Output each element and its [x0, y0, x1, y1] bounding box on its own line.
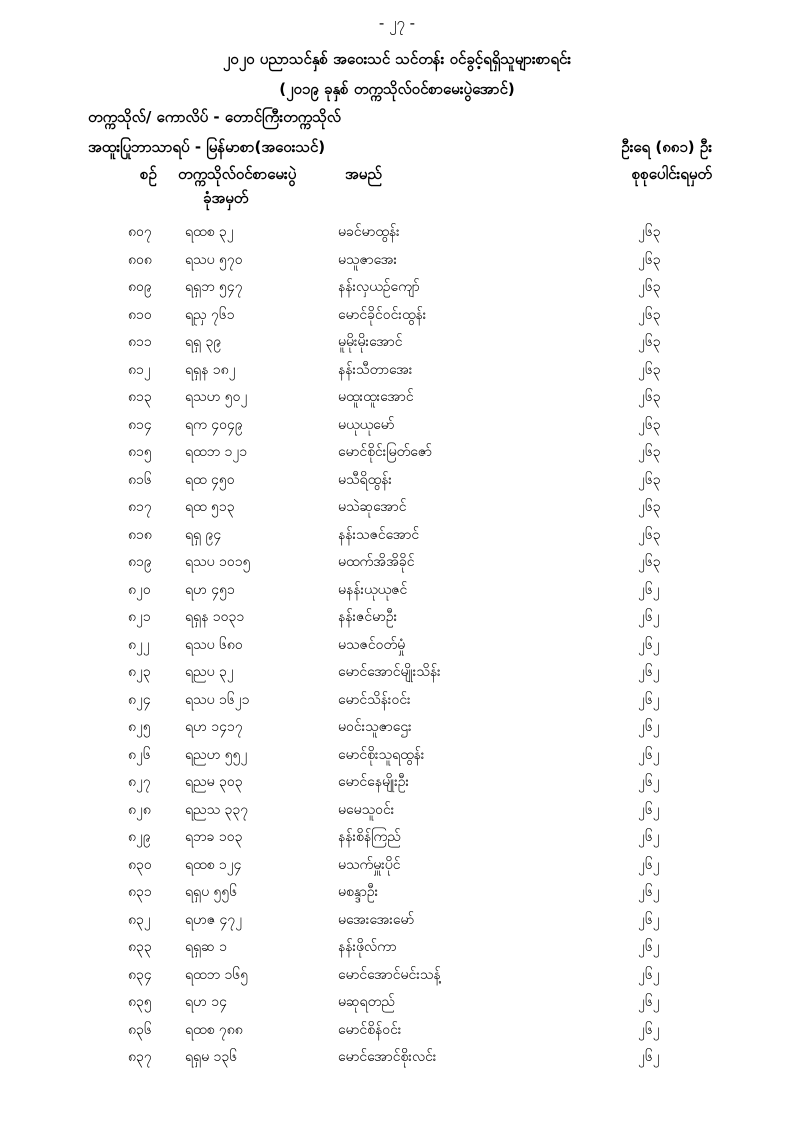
name-cell: မစန္ဒာဦး	[338, 884, 379, 900]
table-row	[0, 525, 794, 553]
table-row	[0, 855, 794, 883]
table-row	[0, 772, 794, 800]
name-cell: မောင်အောင်မျိုးသိန်း	[338, 664, 441, 680]
name-cell: မသဲဆုအောင်	[338, 499, 407, 515]
name-cell: မောင်အောင်မင်းသန့်	[338, 966, 441, 983]
table-row	[0, 360, 794, 388]
roll-number-cell: ရထ ၄၅၀	[185, 471, 235, 488]
name-cell: မအေးအေးမော်	[338, 911, 415, 928]
name-cell: မထူးထူးအောင်	[338, 389, 414, 405]
marks-cell: ၂၆၃	[638, 224, 661, 240]
name-cell: မဝင်းသူဇာဌေး	[338, 719, 412, 735]
header-marks: စုစုပေါင်းရမှတ်	[631, 165, 712, 183]
serial-cell: ၈၁၁	[128, 334, 152, 350]
roll-number-cell: ရညှ ၇၆၁	[185, 306, 235, 323]
table-row	[0, 497, 794, 525]
marks-cell: ၂၆၂	[638, 939, 660, 955]
roll-number-cell: ရညဟ ၅၅၂	[185, 746, 248, 763]
table-row	[0, 277, 794, 305]
roll-number-cell: ရက ၄၀၄၉	[185, 416, 243, 433]
marks-cell: ၂၆၂	[638, 746, 660, 763]
roll-number-cell: ရထစ ၃၂	[185, 224, 234, 240]
marks-cell: ၂၆၂	[638, 829, 660, 845]
table-row	[0, 937, 794, 965]
table-row	[0, 387, 794, 415]
marks-cell: ၂၆၂	[638, 774, 660, 790]
name-cell: နန်းသဇင်အောင်	[338, 526, 420, 543]
document-subtitle: (၂၀၁၉ ခုနှစ် တက္ကသိုလ်ဝင်စာမေးပွဲအောင်)	[279, 80, 515, 98]
name-cell: မမေသူဝင်း	[338, 801, 395, 818]
name-cell: မနန်းယုယုဇင်	[338, 581, 408, 598]
roll-number-cell: ရညသ ၃၃၇	[185, 801, 249, 818]
roll-number-cell: ရရှန ၁၀၃၁	[185, 609, 245, 625]
header-roll: တက္ကသိုလ်ဝင်စာမေးပွဲ	[178, 165, 297, 183]
serial-cell: ၈၂၂	[128, 636, 150, 653]
serial-cell: ၈၂၀	[128, 581, 151, 598]
serial-cell: ၈၂၇	[128, 774, 151, 790]
marks-cell: ၂၆၃	[638, 444, 661, 460]
name-cell: မောင်အောင်စိုးလင်း	[338, 1049, 437, 1065]
table-row	[0, 717, 794, 745]
roll-number-cell: ရသပ ၁၀၁၅	[185, 554, 251, 570]
serial-cell: ၈၂၅	[128, 719, 151, 735]
marks-cell: ၂၆၂	[638, 801, 660, 818]
table-row	[0, 415, 794, 443]
table-row	[0, 992, 794, 1020]
roll-number-cell: ရသဟ ၅၀၂	[185, 389, 248, 405]
roll-number-cell: ရညပ ၃၂	[185, 664, 234, 680]
serial-cell: ၈၂၄	[128, 691, 151, 708]
roll-number-cell: ရထစ ၁၂၄	[185, 856, 242, 873]
name-cell: မခင်မာထွန်း	[338, 224, 400, 240]
name-cell: မသီရိထွန်း	[338, 471, 392, 488]
marks-cell: ၂၆၂	[638, 856, 660, 873]
roll-number-cell: ရထ ၅၁၃	[185, 499, 235, 515]
marks-cell: ၂၆၃	[638, 471, 661, 488]
marks-cell: ၂၆၃	[638, 361, 661, 378]
table-row	[0, 690, 794, 718]
name-cell: မူမိုးမိုးအောင်	[338, 334, 403, 350]
table-row	[0, 910, 794, 938]
roll-number-cell: ရသပ ၁၆၂၁	[185, 691, 250, 708]
roll-number-cell: ရသပ ၅၇၀	[185, 251, 243, 268]
serial-cell: ၈၀၈	[128, 251, 152, 268]
roll-number-cell: ရသပ ၆၈၀	[185, 636, 243, 653]
table-row	[0, 580, 794, 608]
serial-cell: ၈၀၉	[128, 279, 152, 295]
serial-cell: ၈၃၅	[128, 994, 152, 1010]
serial-cell: ၈၃၆	[128, 1021, 152, 1038]
table-row	[0, 250, 794, 278]
roll-number-cell: ရရှန ၁၈၂	[185, 361, 236, 378]
table-row	[0, 662, 794, 690]
roll-number-cell: ရရှပ ၅၅၆	[185, 884, 238, 900]
marks-cell: ၂၆၃	[638, 389, 661, 405]
serial-cell: ၈၃၄	[128, 966, 152, 983]
table-row	[0, 552, 794, 580]
page-number: - ၂၇ -	[378, 14, 416, 32]
roll-number-cell: ရထစ ၇၈၈	[185, 1021, 243, 1038]
serial-cell: ၈၃၁	[128, 884, 152, 900]
serial-cell: ၈၁၈	[128, 526, 152, 543]
marks-cell: ၂၆၂	[638, 911, 660, 928]
marks-cell: ၂၆၃	[638, 526, 661, 543]
marks-cell: ၂၆၂	[638, 1049, 660, 1065]
table-row	[0, 332, 794, 360]
name-cell: နန်းဇင်မာဦး	[338, 609, 398, 625]
marks-cell: ၂၆၂	[638, 581, 660, 598]
marks-cell: ၂၆၃	[638, 554, 661, 570]
roll-number-cell: ရဟ ၄၅၁	[185, 581, 235, 598]
roll-number-cell: ရညမ ၃၀၃	[185, 774, 243, 790]
marks-cell: ၂၆၂	[638, 664, 660, 680]
serial-cell: ၈၂၆	[128, 746, 151, 763]
roll-number-cell: ရဟဇ ၄၇၂	[185, 911, 243, 928]
table-row	[0, 882, 794, 910]
name-cell: မယုယုမော်	[338, 416, 395, 433]
name-cell: နန်းလှယဉ်ကျော်	[338, 279, 420, 295]
serial-cell: ၈၃၀	[128, 856, 152, 873]
name-cell: မသက်မှူးပိုင်	[338, 856, 401, 873]
marks-cell: ၂၆၃	[638, 334, 661, 350]
serial-cell: ၈၁၂	[128, 361, 151, 378]
serial-cell: ၈၁၃	[128, 389, 152, 405]
table-row	[0, 607, 794, 635]
table-row	[0, 305, 794, 333]
name-cell: မထက်အိအိခိုင်	[338, 554, 415, 570]
total-count: ဦးရေ (၈၈၁) ဦး	[621, 138, 712, 156]
marks-cell: ၂၆၂	[638, 609, 660, 625]
name-cell: မောင်ခိုင်ဝင်းထွန်း	[338, 306, 427, 323]
name-cell: မောင်စိုးသူရထွန်း	[338, 746, 425, 763]
marks-cell: ၂၆၃	[638, 279, 661, 295]
serial-cell: ၈၁၀	[128, 306, 152, 323]
roll-number-cell: ရရှ ၉၄	[185, 526, 222, 543]
table-row	[0, 442, 794, 470]
marks-cell: ၂၆၂	[638, 1021, 660, 1038]
roll-number-cell: ရဘခ ၁၀၃	[185, 829, 243, 845]
marks-cell: ၂၆၂	[638, 719, 660, 735]
subject-line: အထူးပြုဘာသာရပ် - မြန်မာစာ(အဝေးသင်)	[88, 138, 326, 156]
marks-cell: ၂၆၂	[638, 884, 660, 900]
serial-cell: ၈၃၇	[128, 1049, 152, 1065]
serial-cell: ၈၀၇	[128, 224, 152, 240]
name-cell: မောင်စိန်ဝင်း	[338, 1021, 402, 1038]
header-serial: စဉ်	[140, 165, 157, 183]
marks-cell: ၂၆၂	[638, 636, 660, 653]
roll-number-cell: ရထဘ ၁၆၅	[185, 966, 249, 983]
roll-number-cell: ရထဘ ၁၂၁	[185, 444, 248, 460]
serial-cell: ၈၂၉	[128, 829, 151, 845]
table-row	[0, 965, 794, 993]
name-cell: မောင်သိန်းဝင်း	[338, 691, 411, 708]
name-cell: မသူဇာအေး	[338, 251, 398, 268]
table-row	[0, 1047, 794, 1075]
marks-cell: ၂၆၂	[638, 966, 660, 983]
table-row	[0, 827, 794, 855]
serial-cell: ၈၂၈	[128, 801, 151, 818]
serial-cell: ၈၂၁	[128, 609, 151, 625]
serial-cell: ၈၁၄	[128, 416, 152, 433]
results-table	[0, 222, 794, 1075]
serial-cell: ၈၁၆	[128, 471, 152, 488]
serial-cell: ၈၃၃	[128, 939, 152, 955]
table-row	[0, 745, 794, 773]
marks-cell: ၂၆၂	[638, 691, 660, 708]
serial-cell: ၈၁၇	[128, 499, 152, 515]
roll-number-cell: ရရှဘ ၅၄၇	[185, 279, 243, 295]
document-title: ၂၀၂၀ ပညာသင်နှစ် အဝေးသင် သင်တန်း ဝင်ခွင့်ရရှိသူများစာရင်း	[222, 50, 572, 68]
header-name: အမည်	[345, 165, 382, 183]
roll-number-cell: ရဟ ၁၄	[185, 994, 227, 1010]
table-row	[0, 635, 794, 663]
serial-cell: ၈၃၂	[128, 911, 151, 928]
name-cell: မောင်စိုင်းမြတ်ဇော်	[338, 444, 432, 460]
name-cell: မဆုရတည်	[338, 994, 395, 1010]
marks-cell: ၂၆၃	[638, 251, 661, 268]
serial-cell: ၈၂၃	[128, 664, 151, 680]
table-row	[0, 222, 794, 250]
table-row	[0, 800, 794, 828]
name-cell: နန်းစိန်ကြည်	[338, 829, 401, 845]
marks-cell: ၂၆၃	[638, 306, 661, 323]
roll-number-cell: ရရှ ၃၉	[185, 334, 222, 350]
roll-number-cell: ရဟ ၁၄၁၇	[185, 719, 243, 735]
marks-cell: ၂၆၃	[638, 416, 661, 433]
roll-number-cell: ရရှဆ ၁	[185, 939, 227, 955]
marks-cell: ၂၆၃	[638, 499, 661, 515]
roll-number-cell: ရရှမ ၁၃၆	[185, 1049, 238, 1065]
name-cell: နန်းဖိုလ်ကာ	[338, 939, 397, 955]
table-row	[0, 470, 794, 498]
name-cell: နန်းသီတာအေး	[338, 361, 413, 378]
table-row	[0, 1020, 794, 1048]
serial-cell: ၈၁၉	[128, 554, 152, 570]
header-roll-line2: ခုံအမှတ်	[203, 189, 249, 207]
name-cell: မသဇင်ဝတ်မှုံ	[338, 636, 406, 653]
serial-cell: ၈၁၅	[128, 444, 152, 460]
name-cell: မောင်နေမျိုးဦး	[338, 774, 410, 790]
university-line: တက္ကသိုလ်/ ကောလိပ် - ‌တောင်ကြီးတက္ကသိုလ်	[88, 108, 341, 126]
marks-cell: ၂၆၂	[638, 994, 660, 1010]
